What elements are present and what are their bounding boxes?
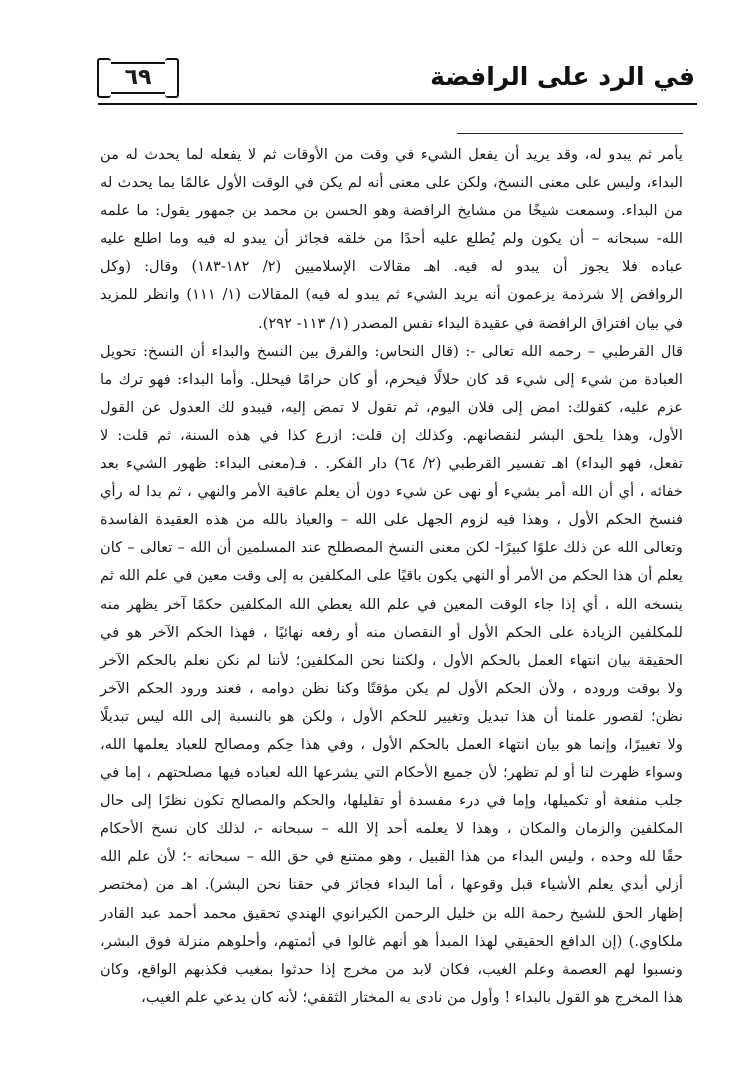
header-rule [98,103,697,105]
footnote-line: الله- سبحانه – أن يكون ولم يُطلع عليه أحدًا من خلقه فجائز أن يبدو له فيه وما اطلع عليه [100,230,683,248]
footnote-line: وتعالى الله عن ذلك علوًا كبيرًا- لكن معنى النسخ المصطلح عند المسلمين أن الله – تعالى – كان [100,539,683,557]
footnote-line: ولا بوقت وروده ، ولأن الحكم الأول لم يكن مؤقتًا وكنا نظن دوامه ، فعند ورود الحكم الآخر [100,679,683,697]
footnote-line: حقًا لله وحده ، وليس البداء من هذا القبيل ، وهو ممتنع في حق الله – سبحانه -؛ لأن علم الله [100,848,683,866]
footnote-line: أزلي أبدي يعلم الأشياء قبل وقوعها ، أما البداء فجائز في حقنا نحن البشر). اهـ من (مختصر [100,876,683,894]
footnote-line: البداء، وليس على معنى النسخ، ولكن على معنى أنه لم يكن في الوقت الأول عالمًا بما يحدث له [100,174,683,192]
footnote-line: نظن؛ لقصور علمنا أن هذا تبديل وتغيير للحكم الأول ، ولكن هو بالنسبة إلى الله ليس تبديلًا [100,707,683,725]
footnote-line: قال القرطبي – رحمه الله تعالى -: (قال النحاس: والفرق بين النسخ والبداء أن النسخ: تحويل [100,342,683,360]
page-header [95,58,695,102]
footnote-line: تفعل، فهو البداء) اهـ تفسير القرطبي (٢/ ٦٤) دار الفكر. . فـ(معنى البداء: ظهور الشيء بعد [100,455,684,473]
footnote-line: ينسخه الله ، أي إذا جاء الوقت المعين في علم الله يعطي الله المكلفين حكمًا آخر يظهر منه [100,595,683,613]
footnote-line: وسواء ظهرت لنا أو لم تظهر؛ لأن جميع الأحكام التي يشرعها الله لعباده فيها مصلحتهم ، إما في [100,764,683,782]
footnote-line: فنسخ الحكم الأول ، وهذا فيه لزوم الجهل على الله – والعياذ بالله من هذه العقيدة الفاسدة [100,511,683,529]
footnote-line: يأمر ثم يبدو له، وقد يريد أن يفعل الشيء في وقت من الأوقات ثم لا يفعله لما يحدث له من [100,146,683,163]
footnote-line: الحقيقة بيان انتهاء العمل بالحكم الأول ، ولكننا نحن المكلفين؛ لأننا لم نكن نعلم بالحكم الآخر [100,651,683,669]
footnote-line: يعلم أن هذا الحكم من الأمر أو النهي يكون باقيًا على المكلفين به إلى وقت معين في علم الله ثم [100,567,683,585]
page-number: ٦٩ [124,65,152,90]
book-title: في الرد على الرافضة [430,62,695,91]
page-number-frame [107,62,169,94]
footnote-line: ملكاوي.) (إن الدافع الحقيقي لهذا المبدأ هو أنهم غالوا في أئمتهم، وأحلوهم منزلة فوق البشر، [100,932,683,950]
footnote-line: جلب منفعة أو تكميلها، وإما في درء مفسدة أو تقليلها، والحكم والمصالح تكون نظرًا إلى حال [100,792,683,810]
footnote-line: إظهار الحق للشيخ رحمة الله بن خليل الرحمن الكيرانوي الهندي تحقيق محمد أحمد عبد القادر [100,904,683,922]
footnote-line: للمكلفين الزيادة على الحكم الأول أو النقصان منه أو رفعه نهائيًا ، فهذا الحكم الآخر هو في [100,623,683,641]
footnote-line: من البداء. وسمعت شيخًا من مشايخ الرافضة وهو الحسن بن محمد بن جمهور يقول: ما علمه [100,202,683,220]
footnote-line: الأول، وهذا يلحق البشر لنقصانهم. وكذلك إن قلت: ازرع كذا في هذه السنة، ثم قلت: لا [100,426,683,444]
footnote-line: عزم عليه، كقولك: امض إلى فلان اليوم، ثم تقول لا تمض إليه، فيبدو لك العدول عن القول [100,398,683,416]
footnote-line: ونسبوا لهم العصمة وعلم الغيب، فكان لابد من مخرج إذا حدثوا بمغيب فكذبهم الواقع، وكان [100,960,683,978]
footnotes-body [100,141,683,1012]
footnote-line: عباده فلا يجوز أن يبدو له فيه. اهـ مقالات الإسلاميين (٢/ ١٨٢-١٨٣) وقال: (وكل [100,258,683,276]
footnote-line: خفائه ، أي أن الله أمر بشيء أو نهى عن شيء دون أن يعلم عاقبة الأمر والنهي ، ثم بدا له رأي [100,483,683,501]
footnote-line: ولا تغييرًا، وإنما هو بيان انتهاء العمل بالحكم الأول ، وفي هذا حِكم ومصالح للعباد يعلمها الله، [100,735,683,753]
footnote-line: المكلفين والزمان والمكان ، وهذا لا يعلمه أحد إلا الله – سبحانه -، لذلك كان نسخ الأحكام [100,820,683,838]
footnote-line: العبادة من شيء إلى شيء قد كان حلالًا فيحرم، أو كان حرامًا فيحلل. وأما البداء: فهو ترك ما [100,370,683,388]
footnote-line: الروافض إلا شرذمة يزعمون أنه يريد الشيء ثم يبدو له فيه) المقالات (١/ ١١١) وانظر للمزيد [100,286,683,304]
footnote-separator [457,133,683,134]
footnote-line: هذا المخرج هو القول بالبداء ! وأول من نادى به المختار الثقفي؛ لأنه كان يدعي علم الغيب، [141,988,683,1006]
footnote-line: في بيان افتراق الرافضة في عقيدة البداء نفس المصدر (١/ ١١٣- ٢٩٢). [258,314,683,332]
